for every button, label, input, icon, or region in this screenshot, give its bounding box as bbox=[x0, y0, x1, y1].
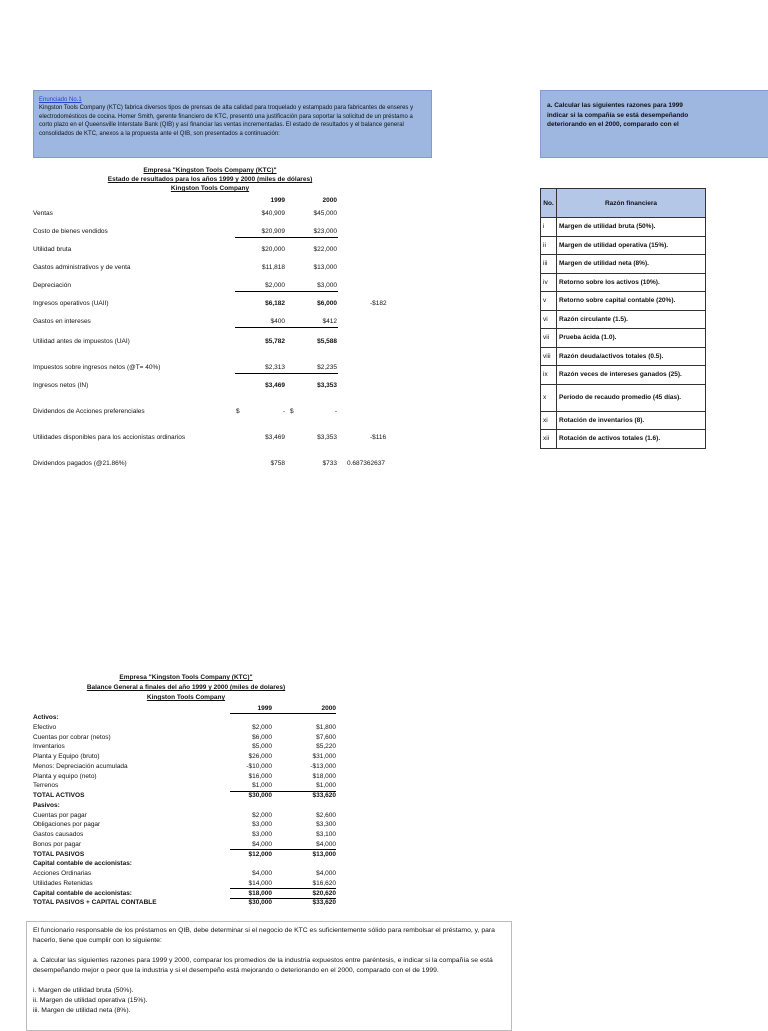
balance-row-1999: $1,000 bbox=[252, 782, 272, 790]
ratio-number: i bbox=[541, 218, 557, 237]
balance-row-label: Gastos causados bbox=[33, 831, 84, 838]
ratio-number: iv bbox=[541, 273, 557, 292]
ratio-name: Retorno sobre los activos (10%). bbox=[557, 273, 706, 292]
balance-col-2000: 2000 bbox=[321, 705, 336, 712]
ratio-row bbox=[541, 430, 706, 449]
ratio-row bbox=[541, 329, 706, 348]
income-subtotal-rule bbox=[235, 373, 338, 374]
ratio-number: viii bbox=[541, 347, 557, 366]
income-row-2000: $733 bbox=[322, 460, 337, 467]
statement-body: Kingston Tools Company (KTC) fabrica diversos tipos de prensas de alta calidad para troquelado y estampado para fabricantes de enseres y electrodomésticos de cocina. Homer Smith, gerente financiero de KTC, presentó una justificación para soportar la solicitud de un préstamo a corto plazo en el Queensville Interstate Bank (QIB) y así financiar las ventas incrementadas. El estado de resultados y el balance general consolidados de KTC, anexos a la propuesta ante el QIB, son presentados a continuación: bbox=[39, 105, 414, 137]
income-row-1999: $3,469 bbox=[265, 382, 285, 389]
balance-row-1999: $6,000 bbox=[252, 733, 272, 741]
balance-row-2000: $2,600 bbox=[316, 811, 336, 819]
income-row-label: Dividendos de Acciones preferenciales bbox=[33, 408, 145, 415]
balance-row-label: Inventarios bbox=[33, 743, 65, 751]
ratio-number: xii bbox=[541, 430, 557, 449]
balance-col-1999: 1999 bbox=[257, 705, 272, 712]
income-row-extra: -$182 bbox=[370, 300, 387, 307]
income-row-label: Impuestos sobre ingresos netos (@T= 40%) bbox=[33, 364, 161, 371]
balance-row-label: TOTAL ACTIVOS bbox=[33, 792, 85, 799]
income-row-1999: $5,782 bbox=[265, 338, 285, 345]
ratio-row bbox=[541, 366, 706, 385]
income-row-label: Ventas bbox=[33, 210, 53, 217]
balance-row-1999: $5,000 bbox=[252, 743, 272, 751]
balance-row-2000: $13,000 bbox=[312, 850, 336, 858]
statement-title-link[interactable]: Enunciado No.1 bbox=[39, 97, 82, 103]
ratio-row bbox=[541, 347, 706, 366]
balance-row-label: Planta y Equipo (bruto) bbox=[33, 753, 100, 760]
income-row-2000: - bbox=[334, 408, 337, 415]
balance-row-label: Pasivos: bbox=[33, 801, 60, 809]
ratio-row bbox=[541, 310, 706, 329]
note-item-2: ii. Margen de utilidad operativa (15%). bbox=[33, 997, 148, 1004]
balance-row-label: Cuentas por pagar bbox=[33, 811, 87, 819]
balance-row-1999: $3,000 bbox=[252, 821, 272, 829]
question-line-3: deteriorando en el 2000, comparado con el bbox=[547, 121, 679, 128]
note-item-3: iii. Margen de utilidad neta (8%). bbox=[33, 1007, 131, 1014]
income-title-2: Estado de resultados para los años 1999 y 2000 (miles de dólares) bbox=[107, 176, 313, 183]
note-paragraph-1: El funcionario responsable de los préstamos en QIB, debe determinar si el negocio de KTC es suficientemente sólido para rembolsar el préstamo, y, para hacerlo, tiene que cumplir con lo siguiente: bbox=[33, 927, 495, 944]
balance-row-2000: $7,600 bbox=[316, 733, 336, 741]
ratio-number: vi bbox=[541, 310, 557, 329]
ratio-row bbox=[541, 292, 706, 311]
question-box bbox=[540, 90, 768, 158]
ratio-row bbox=[541, 384, 706, 411]
balance-row-1999: $30,000 bbox=[248, 899, 272, 907]
balance-row-label: Bonos por pagar bbox=[33, 840, 82, 848]
ratio-row bbox=[541, 411, 706, 430]
balance-title-1: Empresa "Kingston Tools Company (KTC)" bbox=[119, 674, 253, 681]
income-row-label: Depreciación bbox=[33, 282, 71, 289]
balance-row-1999: $12,000 bbox=[248, 850, 272, 858]
ratio-name: Retorno sobre capital contable (20%). bbox=[557, 292, 706, 311]
balance-title-2: Balance General a finales del año 1999 y 2000 (miles de dolares) bbox=[86, 684, 286, 691]
balance-row-1999: $2,000 bbox=[252, 723, 272, 731]
income-row-label: Utilidad antes de impuestos (UAI) bbox=[33, 338, 130, 345]
balance-row-1999: -$10,000 bbox=[246, 762, 272, 770]
income-col-2000: 2000 bbox=[322, 197, 337, 204]
income-row-1999: $6,182 bbox=[265, 300, 285, 307]
income-row-label: Gastos administrativos y de venta bbox=[33, 264, 131, 271]
instructions-note bbox=[26, 921, 512, 1031]
income-row-2000: $5,588 bbox=[317, 338, 337, 345]
income-subtotal-rule bbox=[235, 237, 338, 238]
balance-row-label: Efectivo bbox=[33, 723, 57, 731]
balance-row-1999: $4,000 bbox=[252, 840, 272, 848]
income-row-2000: $45,000 bbox=[313, 210, 337, 217]
balance-row-label: Menos: Depreciación acumulada bbox=[33, 762, 128, 770]
income-row-label: Gastos en intereses bbox=[33, 318, 91, 325]
income-row-1999: $758 bbox=[270, 460, 285, 467]
balance-row-label: Utilidades Retenidas bbox=[33, 879, 93, 887]
income-row-label: Ingresos netos (IN) bbox=[33, 382, 89, 389]
ratios-header-name: Razón financiera bbox=[557, 189, 706, 218]
balance-row-label: Capital contable de accionistas: bbox=[33, 860, 132, 868]
balance-row-label: Terrenos bbox=[33, 782, 59, 790]
ratio-name: Prueba ácida (1.0). bbox=[557, 329, 706, 348]
balance-row-1999: $26,000 bbox=[248, 753, 272, 760]
ratio-row bbox=[541, 236, 706, 255]
income-row-label: Ingresos operativos (UAII) bbox=[33, 300, 109, 307]
ratio-number: xi bbox=[541, 411, 557, 430]
balance-row-label: Cuentas por cobrar (netos) bbox=[33, 733, 111, 741]
balance-row-2000: $31,000 bbox=[312, 753, 336, 760]
income-row-1999: $20,909 bbox=[261, 228, 285, 235]
income-row-1999: $2,000 bbox=[265, 282, 285, 289]
ratio-number: v bbox=[541, 292, 557, 311]
income-row-label: Utilidades disponibles para los accionistas ordinarios bbox=[33, 434, 186, 441]
income-row-2000: $13,000 bbox=[313, 264, 337, 271]
balance-row-2000: $20,620 bbox=[312, 889, 336, 897]
income-row-label: Utilidad bruta bbox=[33, 246, 72, 253]
balance-row-label: Planta y equipo (neto) bbox=[33, 772, 97, 780]
income-row-1999: $20,000 bbox=[261, 246, 285, 253]
balance-row-label: Acciones Ordinarias bbox=[33, 870, 92, 877]
balance-row-2000: $4,000 bbox=[316, 870, 336, 877]
ratio-name: Razón circulante (1.5). bbox=[557, 310, 706, 329]
income-title-1: Empresa "Kingston Tools Company (KTC)" bbox=[143, 167, 277, 174]
income-row-extra: 0.687362637 bbox=[347, 460, 385, 467]
balance-row-label: Capital contable de accionistas: bbox=[33, 889, 132, 897]
income-row-1999: $40,909 bbox=[261, 210, 285, 217]
balance-row-1999: $30,000 bbox=[248, 792, 272, 799]
question-line-1: a. Calcular las siguientes razones para 1999 bbox=[547, 102, 683, 109]
balance-row-2000: $33,620 bbox=[312, 792, 336, 799]
income-row-2000: $3,353 bbox=[317, 382, 337, 389]
income-row-currency: $ bbox=[236, 408, 240, 415]
ratio-name: Margen de utilidad bruta (50%). bbox=[557, 218, 706, 237]
balance-row-1999: $3,000 bbox=[252, 831, 272, 838]
ratio-row bbox=[541, 273, 706, 292]
balance-row-2000: $33,620 bbox=[312, 899, 336, 907]
ratios-header-no: No. bbox=[541, 189, 557, 218]
income-row-2000: $3,353 bbox=[317, 434, 337, 441]
balance-row-2000: $5,220 bbox=[316, 743, 336, 751]
ratio-number: ii bbox=[541, 236, 557, 255]
balance-row-2000: $1,000 bbox=[316, 782, 336, 790]
income-row-2000: $6,000 bbox=[317, 300, 337, 307]
balance-row-2000: $16,620 bbox=[312, 879, 336, 887]
balance-row-1999: $18,000 bbox=[248, 889, 272, 897]
income-row-currency: $ bbox=[290, 408, 294, 415]
income-row-2000: $3,000 bbox=[317, 282, 337, 289]
ratio-name: Rotación de inventarios (8). bbox=[557, 411, 706, 430]
ratio-row bbox=[541, 255, 706, 274]
ratio-number: x bbox=[541, 384, 557, 411]
balance-row-1999: $14,000 bbox=[248, 879, 272, 887]
balance-row-label: TOTAL PASIVOS + CAPITAL CONTABLE bbox=[33, 899, 157, 907]
balance-row-label: Activos: bbox=[33, 714, 59, 721]
ratio-row bbox=[541, 218, 706, 237]
income-row-1999: $3,469 bbox=[265, 434, 285, 441]
ratio-name: Margen de utilidad operativa (15%). bbox=[557, 236, 706, 255]
ratio-name: Razón deuda/activos totales (0.5). bbox=[557, 347, 706, 366]
ratio-name: Período de recaudo promedio (45 días). bbox=[557, 384, 706, 411]
ratios-table bbox=[540, 188, 706, 449]
ratio-name: Margen de utilidad neta (8%). bbox=[557, 255, 706, 274]
note-paragraph-2: a. Calcular las siguientes razones para 1999 y 2000, comparar los promedios de la industria expuestos entre paréntesis, e indicar si la compañía se está desempeñando mejor o peor que la industria y si el desempeño está mejorando o deteriorando en el 2000, comparado con el de 1999. bbox=[33, 957, 493, 974]
ratio-number: vii bbox=[541, 329, 557, 348]
income-row-2000: $22,000 bbox=[313, 246, 337, 253]
balance-row-2000: $18,000 bbox=[312, 772, 336, 780]
balance-row-label: Obligaciones por pagar bbox=[33, 821, 101, 829]
income-row-1999: $11,818 bbox=[261, 264, 285, 271]
balance-row-2000: $3,100 bbox=[316, 831, 336, 838]
statement-box bbox=[33, 90, 432, 158]
balance-row-2000: -$13,000 bbox=[310, 762, 336, 770]
question-line-2: indicar si la compañía se está desempeñando bbox=[547, 111, 689, 119]
ratio-name: Rotación de activos totales (1.6). bbox=[557, 430, 706, 449]
ratio-name: Razón veces de intereses ganados (25). bbox=[557, 366, 706, 385]
balance-row-1999: $16,000 bbox=[248, 772, 272, 780]
income-row-1999: - bbox=[282, 408, 285, 415]
income-row-2000: $2,235 bbox=[317, 364, 337, 371]
balance-row-2000: $1,800 bbox=[316, 723, 336, 731]
income-row-2000: $23,000 bbox=[313, 228, 337, 235]
income-title-3: Kingston Tools Company bbox=[170, 185, 250, 192]
income-subtotal-rule bbox=[235, 327, 338, 328]
balance-row-1999: $4,000 bbox=[252, 870, 272, 877]
income-row-extra: -$116 bbox=[370, 434, 387, 441]
balance-row-label: TOTAL PASIVOS bbox=[33, 850, 85, 858]
balance-row-2000: $3,300 bbox=[316, 821, 336, 829]
balance-title-3: Kingston Tools Company bbox=[146, 694, 226, 701]
income-col-1999: 1999 bbox=[270, 197, 285, 204]
ratio-number: iii bbox=[541, 255, 557, 274]
income-row-label: Costo de bienes vendidos bbox=[33, 228, 108, 235]
balance-row-2000: $4,000 bbox=[316, 840, 336, 848]
balance-row-1999: $2,000 bbox=[252, 811, 272, 819]
income-subtotal-rule bbox=[235, 291, 338, 292]
income-row-label: Dividendos pagados (@21.86%) bbox=[33, 460, 127, 467]
note-item-1: i. Margen de utilidad bruta (50%). bbox=[33, 987, 134, 994]
ratio-number: ix bbox=[541, 366, 557, 385]
income-row-2000: $412 bbox=[322, 318, 337, 325]
income-row-1999: $2,313 bbox=[265, 364, 285, 371]
income-row-1999: $400 bbox=[270, 318, 285, 325]
